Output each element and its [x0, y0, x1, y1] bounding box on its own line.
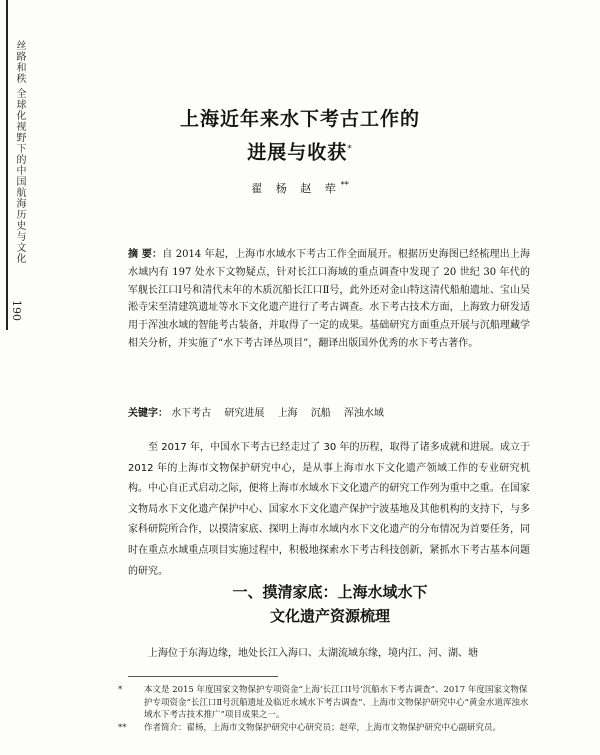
section-heading-line-2: 文化遗产资源梳理: [269, 607, 390, 625]
keyword: 浑浊水域: [343, 408, 384, 419]
section-paragraph: 上海位于东海边缘，地处长江入海口、太湖流域东缘，境内江、河、湖、塘: [148, 648, 478, 659]
authors: [0, 180, 600, 196]
keywords-label: 关键字：: [128, 408, 168, 419]
footnote-mark: **: [118, 722, 127, 733]
author-footnote-mark: **: [340, 180, 349, 190]
running-header: 丝路和秩 全球化视野下的中国航海历史与文化: [14, 40, 25, 265]
section-heading: [0, 580, 600, 628]
footnote-mark: *: [118, 685, 123, 695]
keyword: 水下考古: [171, 408, 212, 419]
keyword: 沉船: [310, 408, 331, 419]
abstract-label: 摘 要：: [128, 249, 163, 260]
title-line-1: 上海近年来水下考古工作的: [179, 108, 420, 130]
section-heading-line-1: 一、摸清家底：上海水域水下: [232, 583, 428, 601]
footnote-text: 本文是 2015 年度国家文物保护专项资金“上海‘长江口Ⅰ号’沉船水下考古调查”、2017 年度国家文物保护专项资金“长江口Ⅱ号沉船遗址及临近水域水下考古调查”、上海市文物保护研究中心“黄金水道浑浊水域水下考古技术推广”项目成果之一。: [144, 685, 529, 720]
footnote-text: 作者简介：翟杨，上海市文物保护研究中心研究员；赵荦，上海市文物保护研究中心副研究员。: [144, 722, 502, 733]
title-line-2: [0, 134, 600, 167]
footnote-divider: [128, 676, 278, 677]
intro-paragraph: 至 2017 年，中国水下考古已经走过了 30 年的历程，取得了诸多成就和进展。成立于 2012 年的上海市文物保护研究中心，是从事上海市水下文化遗产领域工作的专业研究机构。中心自正式启动之际，便将上海市水域水下文化遗产的研究工作列为重中之重。在国家文物局水下文化遗产保护中心、国家水下文化遗产保护宁波基地及其他机构的支持下，与多家科研院所合作，以摸清家底、探明上海市水域内水下文化遗产的分布情况为首要任务，同时在重点水域重点项目实施过程中，积极地探索水下考古科技创新，紧抓水下考古基本问题的研究。: [128, 442, 530, 577]
abstract-text: 自 2014 年起，上海市水域水下考古工作全面展开。根据历史海图已经梳理出上海水域内有 197 处水下文物疑点，针对长江口海域的重点调查中发现了 20 世纪 30 年代的军舰长江口Ⅰ号和清代末年的木质沉船长江口Ⅱ号，此外还对金山特这清代船舶遗址、宝山吴淞寺宋至清建筑遗址等水下文化遗产进行了考古调查。水下考古技术方面，上海致力研发适用于浑浊水域的智能考古装备，并取得了一定的成果。基础研究方面重点开展与沉船理藏学相关分析，并实施了“水下考古译丛项目”，翻译出版国外优秀的水下考古著作。: [128, 249, 530, 349]
footnote: [118, 684, 532, 722]
abstract: [128, 246, 530, 353]
keyword: 研究进展: [224, 408, 265, 419]
title-footnote-mark: *: [347, 144, 353, 154]
page-number: 190: [10, 300, 23, 321]
footnote: [118, 722, 532, 735]
keywords: [128, 407, 530, 421]
title-line-2-text: 进展与收获: [247, 141, 348, 164]
article-title: [0, 104, 600, 167]
author-names: 翟 杨 赵 荦: [251, 182, 341, 195]
keyword: 上海: [277, 408, 298, 419]
footnotes: [118, 684, 532, 734]
